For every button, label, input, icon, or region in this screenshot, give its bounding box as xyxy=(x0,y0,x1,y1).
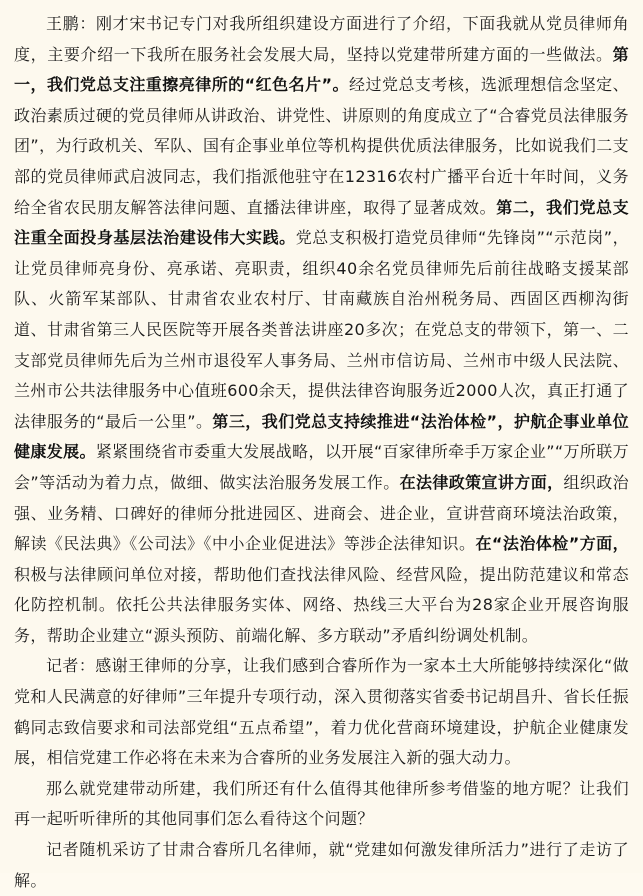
para1-bold-point-2: 第二，我们党总支注重全面投身基层法治建设伟大实践。 xyxy=(14,197,629,248)
para1-text-2: 经过党总支考核，选派理想信念坚定、政治素质过硬的党员律师从讲政治、讲党性、讲原则的角度成立了“合睿党员法律服务团”，为行政机关、军队、国有企事业单位等机构提供优质法律服务，比如说我们二支部的党员律师武启波同志，我们指派他驻守在12316农村广播平台近十年时间，义务给全省农民朋友解答法律问题、直播法律讲座，取得了显著成效。 xyxy=(14,75,629,217)
para1-bold-point-3: 第三，我们党总支持续推进“法治体检”，护航企事业单位健康发展。 xyxy=(14,411,629,462)
paragraph-reporter-thanks: 记者：感谢王律师的分享，让我们感到合睿所作为一家本土大所能够持续深化“做党和人民满意的好律师”三年提升专项行动，深入贯彻落实省委书记胡昌升、省长任振鹤同志致信要求和司法部党组“五点希望”，着力优化营商环境建设，护航企业健康发展，相信党建工作必将在未来为合睿所的业务发展注入新的强大动力。 xyxy=(14,656,629,768)
paragraph-wang-peng xyxy=(14,9,629,651)
para1-text-4: 紧紧围绕省市委重大发展战略，以开展“百家律所牵手万家企业”“万所联万会”等活动为着力点，做细、做实法治服务发展工作。 xyxy=(14,442,629,492)
para1-bold-point-5: 在“法治体检”方面， xyxy=(475,534,629,554)
para1-text-6: 积极与法律顾问单位对接，帮助他们查找法律风险、经营风险，提出防范建议和常态化防控机制。依托公共法律服务实体、网络、热线三大平台为28家企业开展咨询服务，帮助企业建立“源头预防、前端化解、多方联动”矛盾纠纷调处机制。 xyxy=(14,564,629,645)
paragraph-question: 那么就党建带动所建，我们所还有什么值得其他律所参考借鉴的地方呢？让我们再一起听听律所的其他同事们怎么看待这个问题？ xyxy=(14,778,629,829)
paragraph-interview-intro: 记者随机采访了甘肃合睿所几名律师，就“党建如何激发律所活力”进行了走访了解。 xyxy=(14,840,629,890)
para1-text-1: 王鹏：刚才宋书记专门对我所组织建设方面进行了介绍，下面我就从党员律师角度，主要介绍一下我所在服务社会发展大局，坚持以党建带所建方面的一些做法。 xyxy=(14,14,629,64)
para1-text-3: 党总支积极打造党员律师“先锋岗”“示范岗”，让党员律师亮身份、亮承诺、亮职责，组织40余名党员律师先后前往战略支援某部队、火箭军某部队、甘肃省农业农村厅、甘南藏族自治州税务局、西固区西柳沟街道、甘肃省第三人民医院等开展各类普法讲座20多次；在党总支的带领下，第一、二支部党员律师先后为兰州市退役军人事务局、兰州市信访局、兰州市中级人民法院、兰州市公共法律服务中心值班600余天，提供法律咨询服务近2000人次，真正打通了法律服务的“最后一公里”。 xyxy=(14,228,630,431)
para1-bold-point-1: 第一，我们党总支注重擦亮律所的“红色名片”。 xyxy=(14,44,629,95)
para1-text-5: 组织政治强、业务精、口碑好的律师分批进园区、进商会、进企业，宣讲营商环境法治政策，解读《民法典》《公司法》《中小企业促进法》等涉企法律知识。 xyxy=(14,472,629,554)
para1-bold-point-4: 在法律政策宣讲方面， xyxy=(399,472,564,492)
